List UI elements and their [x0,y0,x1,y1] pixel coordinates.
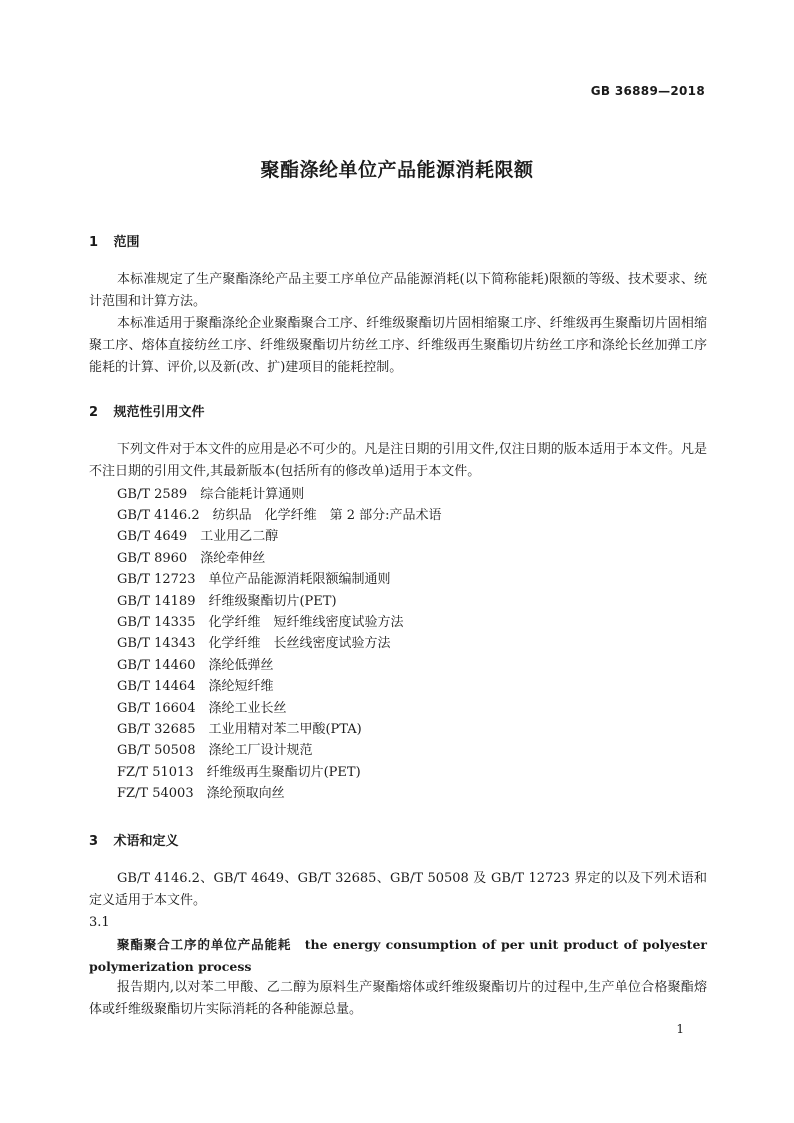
section-number: 3 [89,834,99,849]
section-title: 规范性引用文件 [113,405,205,420]
reference-item: GB/T 32685 工业用精对苯二甲酸(PTA) [117,722,362,737]
standard-code: GB 36889—2018 [590,84,705,98]
reference-item: GB/T 14189 纤维级聚酯切片(PET) [117,594,337,609]
scope-paragraph: 本标准适用于聚酯涤纶企业聚酯聚合工序、纤维级聚酯切片固相缩聚工序、纤维级再生聚酯切片固相缩聚工序、熔体直接纺丝工序、纤维级聚酯切片纺丝工序、纤维级再生聚酯切片纺丝工序和涤纶长丝加弹工序能耗的计算、评价,以及新(改、扩)建项目的能耗控制。 [89,316,707,375]
reference-item: GB/T 4146.2 纺织品 化学纤维 第 2 部分:产品术语 [117,508,442,523]
reference-item: GB/T 14343 化学纤维 长丝线密度试验方法 [117,636,391,651]
page-number: 1 [676,1022,684,1036]
section-heading-scope [89,231,140,250]
reference-item: GB/T 50508 涤纶工厂设计规范 [117,743,313,758]
terms-intro: GB/T 4146.2、GB/T 4649、GB/T 32685、GB/T 50508 及 GB/T 12723 界定的以及下列术语和定义适用于本文件。 [89,871,707,908]
reference-item: FZ/T 54003 涤纶预取向丝 [117,786,285,801]
reference-item: GB/T 16604 涤纶工业长丝 [117,701,287,716]
reference-item: GB/T 2589 综合能耗计算通则 [117,487,305,502]
section-number: 1 [89,235,99,250]
section-heading-references [89,401,205,420]
section-title: 范围 [113,235,140,250]
term-title: 聚酯聚合工序的单位产品能耗 the energy consumption of per unit product of polyester polymerization process [89,937,707,974]
section-title: 术语和定义 [113,834,179,849]
references-intro: 下列文件对于本文件的应用是必不可少的。凡是注日期的引用文件,仅注日期的版本适用于本文件。凡是不注日期的引用文件,其最新版本(包括所有的修改单)适用于本文件。 [89,442,707,479]
reference-item: FZ/T 51013 纤维级再生聚酯切片(PET) [117,765,361,780]
reference-item: GB/T 12723 单位产品能源消耗限额编制通则 [117,572,391,587]
document-title: 聚酯涤纶单位产品能源消耗限额 [260,159,534,181]
scope-paragraph: 本标准规定了生产聚酯涤纶产品主要工序单位产品能源消耗(以下简称能耗)限额的等级、技术要求、统计范围和计算方法。 [89,272,707,309]
reference-item: GB/T 14335 化学纤维 短纤维线密度试验方法 [117,615,404,630]
reference-item: GB/T 4649 工业用乙二醇 [117,529,279,544]
reference-item: GB/T 14464 涤纶短纤维 [117,679,274,694]
section-number: 2 [89,405,99,420]
term-definition: 报告期内,以对苯二甲酸、乙二醇为原料生产聚酯熔体或纤维级聚酯切片的过程中,生产单位合格聚酯熔体或纤维级聚酯切片实际消耗的各种能源总量。 [89,980,707,1017]
reference-item: GB/T 14460 涤纶低弹丝 [117,658,274,673]
reference-item: GB/T 8960 涤纶牵伸丝 [117,551,266,566]
term-number: 3.1 [89,915,110,930]
section-heading-terms [89,830,179,849]
